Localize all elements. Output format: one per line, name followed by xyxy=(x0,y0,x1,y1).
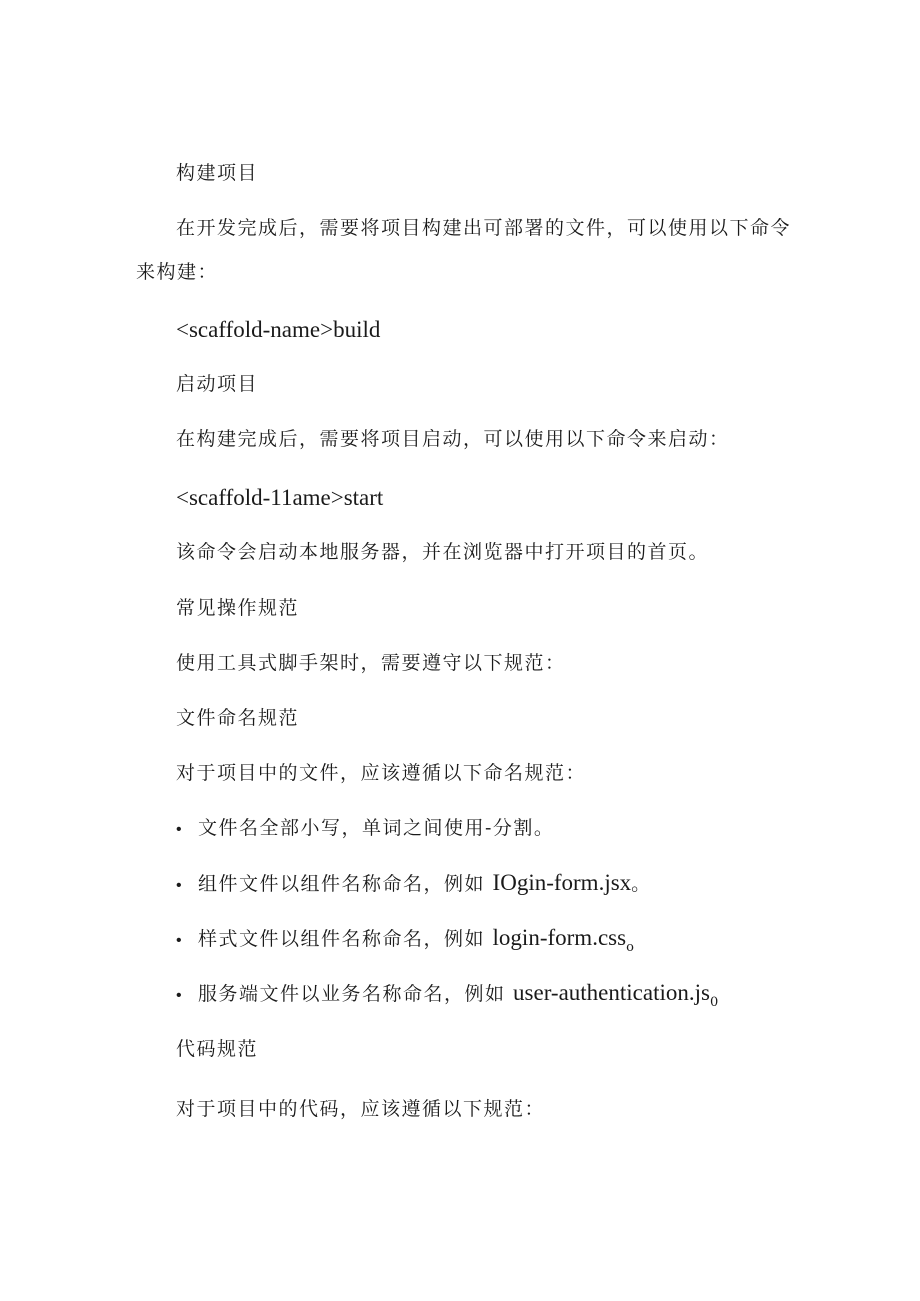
heading-common-operations: 常见操作规范 xyxy=(176,597,300,619)
paragraph-operations-intro: 使用工具式脚手架时，需要遵守以下规范： xyxy=(176,652,566,674)
list-item xyxy=(176,981,720,1015)
list-item-text: 文件名全部小写，单词之间使用-分割。 xyxy=(198,817,555,839)
list-item-filename: login-form.css xyxy=(492,925,627,950)
paragraph-build-intro: 在开发完成后，需要将项目构建出可部署的文件，可以使用以下命令来构建： xyxy=(136,217,792,283)
heading-file-naming: 文件命名规范 xyxy=(176,707,300,729)
bullet-icon: • xyxy=(176,987,184,1004)
heading-build-project: 构建项目 xyxy=(176,162,259,184)
build-command: <scaffold-name>build xyxy=(176,317,381,342)
list-item xyxy=(176,871,652,898)
list-item xyxy=(176,926,635,960)
paragraph-code-intro: 对于项目中的代码，应该遵循以下规范： xyxy=(176,1098,546,1120)
bullet-icon: • xyxy=(176,821,184,838)
bullet-icon: • xyxy=(176,877,184,894)
heading-code-standards: 代码规范 xyxy=(176,1038,259,1060)
list-item-tail: 。 xyxy=(631,873,652,895)
heading-start-project: 启动项目 xyxy=(176,373,259,395)
list-item-subscript: 0 xyxy=(709,995,720,1010)
paragraph-naming-intro: 对于项目中的文件，应该遵循以下命名规范： xyxy=(176,762,587,784)
list-item-filename: user-authentication.js xyxy=(513,980,710,1005)
list-item-text: 服务端文件以业务名称命名，例如 xyxy=(198,983,514,1005)
paragraph-start-intro: 在构建完成后，需要将项目启动，可以使用以下命令来启动： xyxy=(176,428,730,450)
list-item-text: 样式文件以组件名称命名，例如 xyxy=(198,928,493,950)
list-item-filename: IOgin-form.jsx xyxy=(492,870,632,895)
list-item-text: 组件文件以组件名称命名，例如 xyxy=(198,873,493,895)
paragraph-start-note: 该命令会启动本地服务器，并在浏览器中打开项目的首页。 xyxy=(176,541,710,563)
start-command: <scaffold-11ame>start xyxy=(176,485,384,510)
list-item xyxy=(176,816,554,842)
bullet-icon: • xyxy=(176,932,184,949)
list-item-subscript: o xyxy=(626,940,636,955)
